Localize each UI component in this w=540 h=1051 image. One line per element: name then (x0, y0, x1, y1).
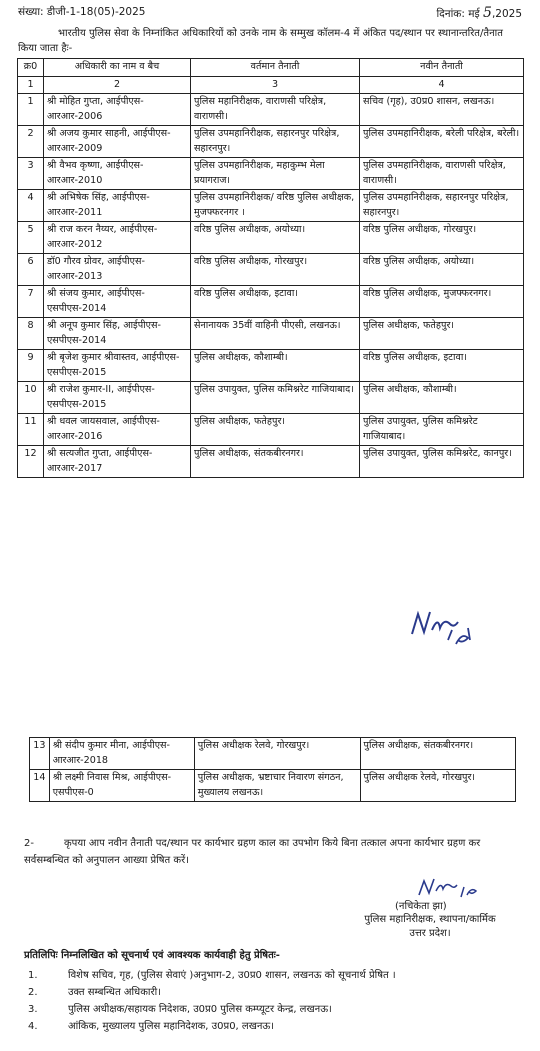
copy-to-number: 3. (28, 1004, 38, 1015)
table-row (18, 350, 524, 382)
cell-sno: 11 (18, 414, 44, 446)
table-row (18, 254, 524, 286)
cell-sno: 5 (18, 222, 44, 254)
copy-to-number: 4. (28, 1021, 38, 1032)
date-year: ,2025 (491, 8, 522, 20)
para-text: कृपया आप नवीन तैनाती पद/स्थान पर कार्यभार ग्रहण काल का उपभोग किये बिना तत्काल अपना कार्यभार ग्रहण कर सर्वसम्बन्धित को अनुपालन आख्या प्रेषित करें। (24, 838, 481, 866)
cell-sno: 1 (18, 94, 44, 126)
cell-current-posting: वरिष्ठ पुलिस अधीक्षक, अयोध्या। (191, 222, 360, 254)
cell-new-posting: पुलिस अधीक्षक रेलवे, गोरखपुर। (360, 770, 515, 802)
copy-to-text: उक्त सम्बन्धित अधिकारी। (68, 987, 161, 998)
letter-date (436, 5, 522, 21)
cell-officer-name: श्री संदीप कुमार मीना, आईपीएस-आरआर-2018 (49, 738, 194, 770)
table-row (18, 382, 524, 414)
cell-current-posting: वरिष्ठ पुलिस अधीक्षक, गोरखपुर। (191, 254, 360, 286)
para-number: 2- (24, 838, 34, 849)
table-body (30, 738, 516, 802)
col-header-sno: क्र0 (18, 59, 44, 77)
cell-current-posting: पुलिस उपमहानिरीक्षक, महाकुम्भ मेला प्रयागराज। (191, 158, 360, 190)
table-row (18, 190, 524, 222)
table-number-row (18, 76, 524, 94)
cell-sno: 2 (18, 126, 44, 158)
cell-current-posting: पुलिस उपायुक्त, पुलिस कमिश्नरेट गाजियाबाद। (191, 382, 360, 414)
copy-to-heading: प्रतिलिपिः निम्नलिखित को सूचनार्थ एवं आवश्यक कार्यवाही हेतु प्रेषितः- (24, 950, 280, 961)
cell-officer-name: श्री अजय कुमार साहनी, आईपीएस-आरआर-2009 (44, 126, 191, 158)
designation-line: पुलिस महानिरीक्षक, स्थापना/कार्मिक (364, 914, 496, 925)
cell-officer-name: श्री राजेश कुमार-II, आईपीएस-एसपीएस-2015 (44, 382, 191, 414)
cell-sno: 14 (30, 770, 50, 802)
letter-header (18, 5, 522, 21)
col-number: 3 (191, 76, 360, 94)
cell-officer-name: श्री वैभव कृष्णा, आईपीएस-आरआर-2010 (44, 158, 191, 190)
col-header-new-posting: नवीन तैनाती (360, 59, 524, 77)
date-label: दिनांक: मई (436, 8, 480, 20)
cell-sno: 6 (18, 254, 44, 286)
table-row (18, 318, 524, 350)
col-number: 4 (360, 76, 524, 94)
table-row (18, 94, 524, 126)
cell-new-posting: वरिष्ठ पुलिस अधीक्षक, गोरखपुर। (360, 222, 524, 254)
copy-to-item (28, 984, 396, 1001)
table-row (18, 222, 524, 254)
cell-new-posting: वरिष्ठ पुलिस अधीक्षक, इटावा। (360, 350, 524, 382)
table-row (18, 158, 524, 190)
transfer-table-continued (29, 737, 516, 802)
col-header-current-posting: वर्तमान तैनाती (191, 59, 360, 77)
copy-to-text: आंकिक, मुख्यालय पुलिस महानिदेशक, उ0प्र0, लखनऊ। (68, 1021, 275, 1032)
table-row (18, 446, 524, 478)
transfer-table (17, 58, 524, 478)
cell-new-posting: सचिव (गृह), उ0प्र0 शासन, लखनऊ। (360, 94, 524, 126)
cell-current-posting: पुलिस अधीक्षक रेलवे, गोरखपुर। (194, 738, 360, 770)
table-body (18, 94, 524, 478)
cell-current-posting: पुलिस अधीक्षक, संतकबीरनगर। (191, 446, 360, 478)
cell-current-posting: पुलिस अधीक्षक, भ्रष्टाचार निवारण संगठन, मुख्यालय लखनऊ। (194, 770, 360, 802)
cell-officer-name: श्री सत्यजीत गुप्ता, आईपीएस-आरआर-2017 (44, 446, 191, 478)
table-row (18, 414, 524, 446)
table-row (30, 770, 516, 802)
cell-new-posting: पुलिस अधीक्षक, फतेहपुर। (360, 318, 524, 350)
cell-new-posting: पुलिस उपायुक्त, पुलिस कमिश्नरेट, कानपुर। (360, 446, 524, 478)
intro-paragraph: भारतीय पुलिस सेवा के निम्नांकित अधिकारियों को उनके नाम के सम्मुख कॉलम-4 में अंकित पद/स्थान पर स्थानान्तरित/तैनात किया जाता हैः- (18, 28, 503, 54)
signatory-designation (340, 913, 520, 941)
cell-current-posting: पुलिस उपमहानिरीक्षक, सहारनपुर परिक्षेत्र, सहारनपुर। (191, 126, 360, 158)
cell-new-posting: पुलिस अधीक्षक, कौशाम्बी। (360, 382, 524, 414)
cell-officer-name: श्री अभिषेक सिंह, आईपीएस-आरआर-2011 (44, 190, 191, 222)
cell-new-posting: वरिष्ठ पुलिस अधीक्षक, मुजफ्फरनगर। (360, 286, 524, 318)
cell-new-posting: पुलिस अधीक्षक, संतकबीरनगर। (360, 738, 515, 770)
copy-to-text: विशेष सचिव, गृह, (पुलिस सेवाएं )अनुभाग-2, उ0प्र0 शासन, लखनऊ को सूचनार्थ प्रेषित । (68, 970, 396, 981)
cell-current-posting: वरिष्ठ पुलिस अधीक्षक, इटावा। (191, 286, 360, 318)
cell-new-posting: पुलिस उपायुक्त, पुलिस कमिश्नरेट गाजियाबाद। (360, 414, 524, 446)
table-row (18, 126, 524, 158)
cell-sno: 13 (30, 738, 50, 770)
cell-current-posting: पुलिस महानिरीक्षक, वाराणसी परिक्षेत्र, वाराणसी। (191, 94, 360, 126)
cell-sno: 8 (18, 318, 44, 350)
copy-to-number: 2. (28, 987, 38, 998)
signature-image (408, 600, 478, 648)
copy-to-number: 1. (28, 970, 38, 981)
cell-new-posting: पुलिस उपमहानिरीक्षक, सहारनपुर परिक्षेत्र, सहारनपुर। (360, 190, 524, 222)
col-header-officer: अधिकारी का नाम व बैच (44, 59, 191, 77)
col-number: 1 (18, 76, 44, 94)
designation-line: उत्तर प्रदेश। (409, 928, 451, 939)
cell-officer-name: श्री मोहित गुप्ता, आईपीएस-आरआर-2006 (44, 94, 191, 126)
cell-sno: 10 (18, 382, 44, 414)
cell-officer-name: श्री बृजेश कुमार श्रीवास्तव, आईपीएस-एसपीएस-2015 (44, 350, 191, 382)
cell-officer-name: श्री लक्ष्मी निवास मिश्र, आईपीएस-एसपीएस-0 (49, 770, 194, 802)
copy-to-list (28, 967, 396, 1035)
cell-new-posting: पुलिस उपमहानिरीक्षक, बरेली परिक्षेत्र, बरेली। (360, 126, 524, 158)
cell-officer-name: श्री धवल जायसवाल, आईपीएस-आरआर-2016 (44, 414, 191, 446)
date-handwritten: 5 (483, 5, 492, 21)
cell-officer-name: डॉ0 गौरव ग्रोवर, आईपीएस-आरआर-2013 (44, 254, 191, 286)
table-row (30, 738, 516, 770)
table-row (18, 286, 524, 318)
signature-image (415, 873, 485, 901)
cell-sno: 9 (18, 350, 44, 382)
table-header-row (18, 59, 524, 77)
cell-current-posting: पुलिस उपमहानिरीक्षक/ वरिष्ठ पुलिस अधीक्षक, मुजफ्फरनगर । (191, 190, 360, 222)
cell-new-posting: वरिष्ठ पुलिस अधीक्षक, अयोध्या। (360, 254, 524, 286)
copy-to-text: पुलिस अधीक्षक/सहायक निदेशक, उ0प्र0 पुलिस कम्प्यूटर केन्द्र, लखनऊ। (68, 1004, 332, 1015)
col-number: 2 (44, 76, 191, 94)
cell-officer-name: श्री संजय कुमार, आईपीएस-एसपीएस-2014 (44, 286, 191, 318)
cell-sno: 3 (18, 158, 44, 190)
reference-number: संख्या: डीजी-1-18(05)-2025 (18, 6, 146, 18)
copy-to-item (28, 1001, 396, 1018)
copy-to-item (28, 1018, 396, 1035)
cell-sno: 4 (18, 190, 44, 222)
copy-to-item (28, 967, 396, 984)
cell-current-posting: पुलिस अधीक्षक, कौशाम्बी। (191, 350, 360, 382)
cell-sno: 7 (18, 286, 44, 318)
cell-officer-name: श्री अनूप कुमार सिंह, आईपीएस-एसपीएस-2014 (44, 318, 191, 350)
cell-officer-name: श्री राज करन नैय्यर, आईपीएस-आरआर-2012 (44, 222, 191, 254)
cell-sno: 12 (18, 446, 44, 478)
cell-new-posting: पुलिस उपमहानिरीक्षक, वाराणसी परिक्षेत्र, वाराणसी। (360, 158, 524, 190)
cell-current-posting: सेनानायक 35वीं वाहिनी पीएसी, लखनऊ। (191, 318, 360, 350)
cell-current-posting: पुलिस अधीक्षक, फतेहपुर। (191, 414, 360, 446)
page-two (0, 705, 540, 1051)
instruction-paragraph (24, 835, 512, 869)
signatory-name: (नचिकेता झा) (395, 901, 447, 912)
